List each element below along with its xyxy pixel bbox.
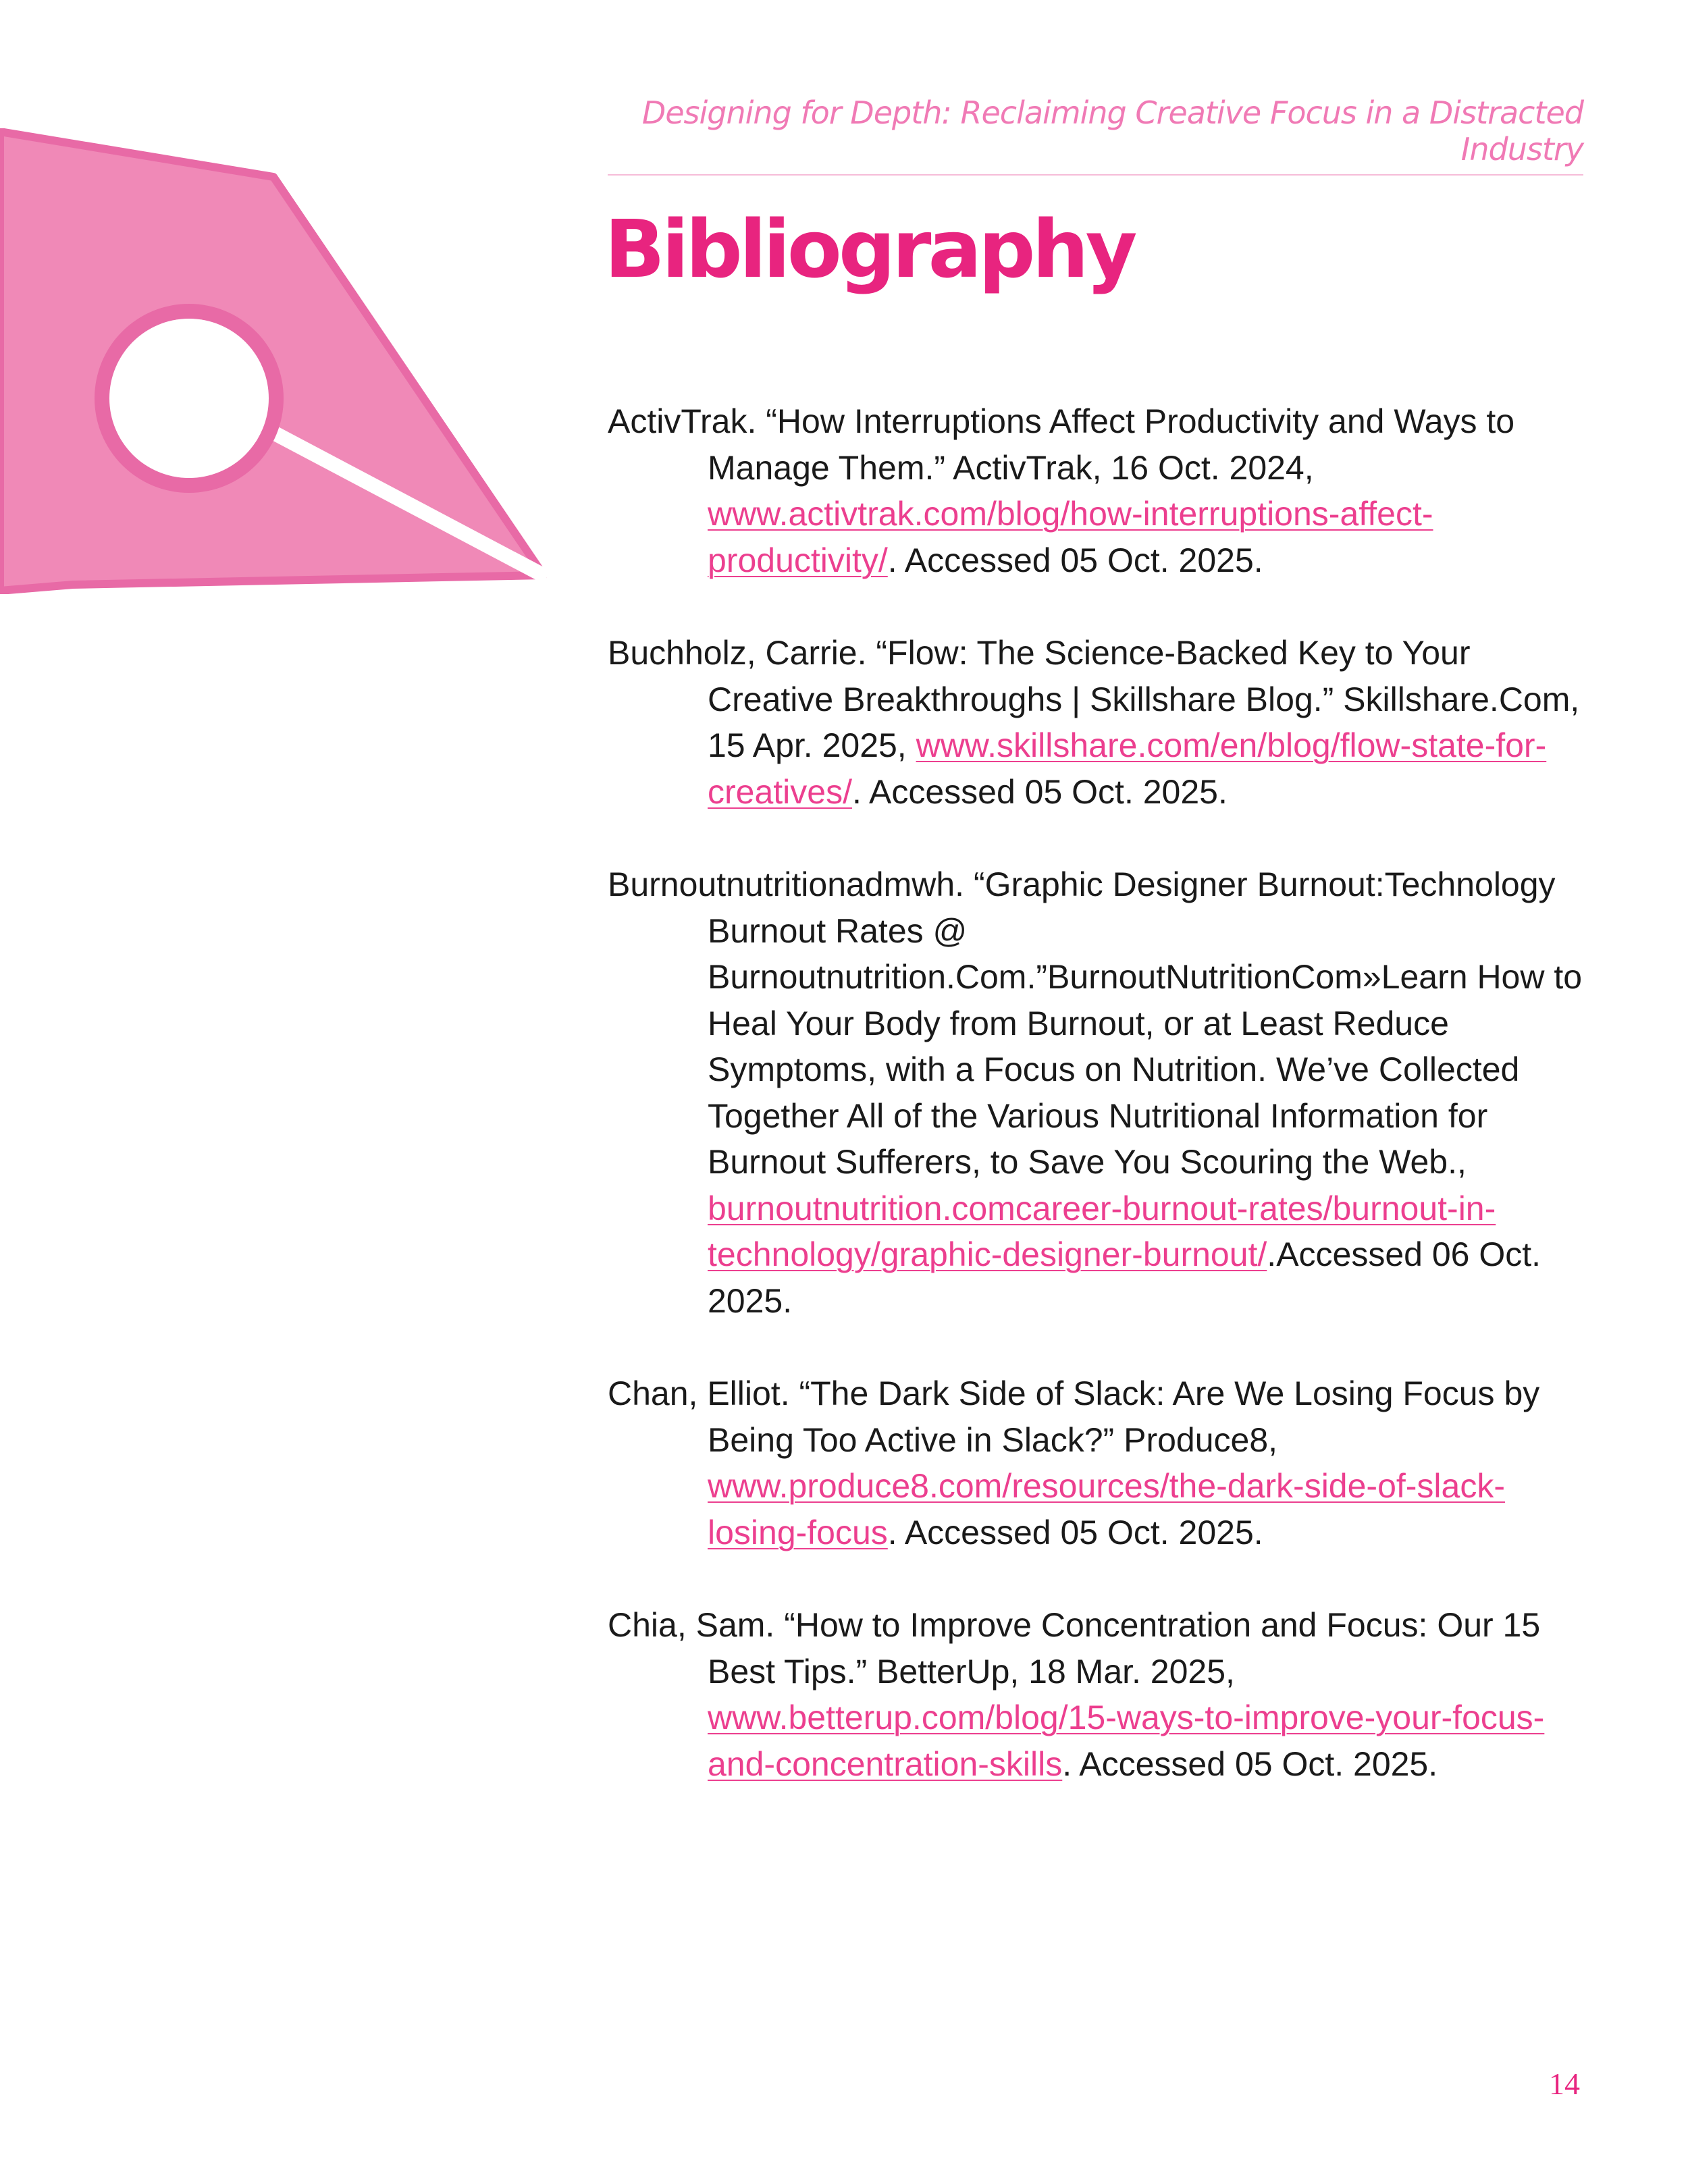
entry-text: Chia, Sam. “How to Improve Concentration and Focus: Our 15 Best Tips.” BetterUp, 18 Mar. 2025, (608, 1606, 1541, 1690)
entry-accessed: . Accessed 05 Oct. 2025. (1062, 1744, 1438, 1783)
bibliography-entry (608, 398, 1593, 583)
entry-text: Buchholz, Carrie. “Flow: The Science-Backed Key to Your Creative Breakthroughs | Skillshare Blog.” Skillshare.Com, 15 Apr. 2025, (608, 634, 1580, 764)
running-header: Designing for Depth: Reclaiming Creative Focus in a Distracted Industry (608, 95, 1583, 176)
entry-accessed: .Accessed 06 Oct. 2025. (708, 1235, 1541, 1320)
entry-link[interactable]: www.produce8.com/resources/the-dark-side-of-slack-losing-focus (708, 1467, 1505, 1551)
entry-text: Burnoutnutritionadmwh. “Graphic Designer Burnout:Technology Burnout Rates @ Burnoutnutrition.Com.”BurnoutNutritionCom»Learn How to Heal Your Body from Burnout, or at Least Reduce Symptoms, with a Focus on Nutrition. We’ve Collected Together All of the Various Nutritional Information for Burnout Sufferers, to Save You Scouring the Web., (608, 865, 1583, 1181)
entry-link[interactable]: www.activtrak.com/blog/how-interruptions-affect-productivity/ (708, 495, 1433, 579)
entry-link[interactable]: burnoutnutrition.comcareer-burnout-rates/burnout-in-technology/graphic-designer-burnout/ (708, 1189, 1496, 1273)
page-number: 14 (1549, 2067, 1580, 2101)
bibliography-entry (608, 1602, 1593, 1787)
entry-link[interactable]: www.betterup.com/blog/15-ways-to-improve-your-focus-and-concentration-skills (708, 1699, 1545, 1783)
entry-accessed: . Accessed 05 Oct. 2025. (887, 1513, 1263, 1551)
bibliography-entry (608, 1370, 1593, 1555)
bibliography-entry (608, 630, 1593, 815)
entry-text: Chan, Elliot. “The Dark Side of Slack: Are We Losing Focus by Being Too Active in Slack?” Produce8, (608, 1375, 1540, 1459)
entry-accessed: . Accessed 05 Oct. 2025. (887, 541, 1263, 579)
pen-nib-icon (0, 128, 547, 594)
bibliography-entry (608, 861, 1593, 1324)
entry-link[interactable]: www.skillshare.com/en/blog/flow-state-for-creatives/ (708, 726, 1547, 811)
bibliography-list (608, 398, 1593, 1834)
entry-text: ActivTrak. “How Interruptions Affect Productivity and Ways to Manage Them.” ActivTrak, 16 Oct. 2024, (608, 402, 1515, 487)
entry-accessed: . Accessed 05 Oct. 2025. (851, 772, 1228, 811)
page-title: Bibliography (604, 203, 1134, 296)
